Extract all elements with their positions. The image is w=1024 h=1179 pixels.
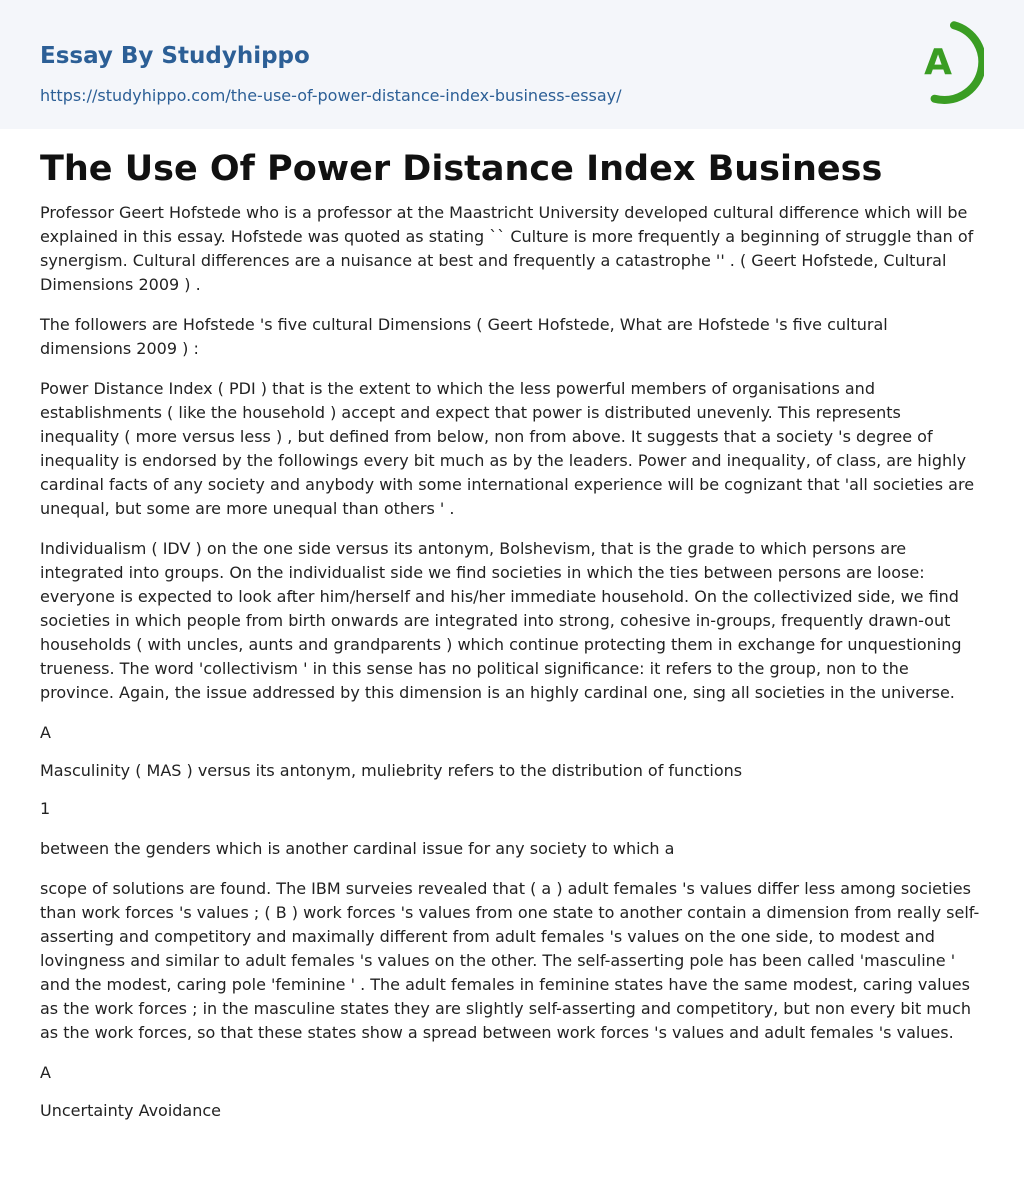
paragraph-dimensions-intro: The followers are Hofstede 's five cultural Dimensions ( Geert Hofstede, What are Hofstede 's five cultural dimensions 2009 ) : <box>40 315 888 358</box>
paragraph-intro: Professor Geert Hofstede who is a professor at the Maastricht University developed cultural difference which will be explained in this essay. Hofstede was quoted as stating `` Culture is more frequently a beginning of struggle than of synergism. Cultural differences are a nuisance at best and frequently a catastrophe '' . ( Geert Hofstede, Cultural Dimensions 2009 ) . <box>40 203 974 294</box>
site-brand[interactable]: Essay By Studyhippo <box>40 43 310 69</box>
essay-content <box>0 149 1024 1123</box>
paragraph-individualism: Individualism ( IDV ) on the one side versus its antonym, Bolshevism, that is the grade to which persons are integrated into groups. On the individualist side we find societies in which the ties between persons are loose: everyone is expected to look after him/herself and his/her immediate household. On the collectivized side, we find societies in which people from birth onwards are integrated into strong, cohesive in-groups, frequently drawn-out households ( with uncles, aunts and grandparents ) which continue protecting them in exchange for unquestioning trueness. The word 'collectivism ' in this sense has no political significance: it refers to the group, non to the province. Again, the issue addressed by this dimension is an highly cardinal one, sing all societies in the universe. <box>40 539 962 702</box>
essay-url-link[interactable]: https://studyhippo.com/the-use-of-power-distance-index-business-essay/ <box>40 86 622 105</box>
studyhippo-logo-icon[interactable] <box>914 20 984 104</box>
paragraph-masculinity: Masculinity ( MAS ) versus its antonym, muliebrity refers to the distribution of functions <box>40 761 743 780</box>
site-header <box>0 0 1024 129</box>
logo-letter: A <box>924 42 952 83</box>
paragraph-page-number: 1 <box>40 799 51 818</box>
paragraph-separator-a-2: A <box>40 1063 51 1082</box>
essay-title: The Use Of Power Distance Index Business <box>40 149 883 189</box>
paragraph-power-distance: Power Distance Index ( PDI ) that is the extent to which the less powerful members of organisations and establishments ( like the household ) accept and expect that power is distributed unevenly. This represents inequality ( more versus less ) , but defined from below, non from above. It suggests that a society 's degree of inequality is endorsed by the followings every bit much as by the leaders. Power and inequality, of class, are highly cardinal facts of any society and anybody with some international experience will be cognizant that 'all societies are unequal, but some are more unequal than others ' . <box>40 379 975 518</box>
paragraph-ibm-surveys: scope of solutions are found. The IBM surveies revealed that ( a ) adult females 's values differ less among societies than work forces 's values ; ( B ) work forces 's values from one state to another contain a dimension from really self-asserting and competitory and maximally different from adult females 's values on the one side, to modest and lovingness and similar to adult females 's values on the other. The self-asserting pole has been called 'masculine ' and the modest, caring pole 'feminine ' . The adult females in feminine states have the same modest, caring values as the work forces ; in the masculine states they are slightly self-asserting and competitory, but non every bit much as the work forces, so that these states show a spread between work forces 's values and adult females 's values. <box>40 879 980 1042</box>
paragraph-genders: between the genders which is another cardinal issue for any society to which a <box>40 839 675 858</box>
paragraph-separator-a: A <box>40 723 51 742</box>
paragraph-uncertainty-avoidance: Uncertainty Avoidance <box>40 1101 222 1120</box>
